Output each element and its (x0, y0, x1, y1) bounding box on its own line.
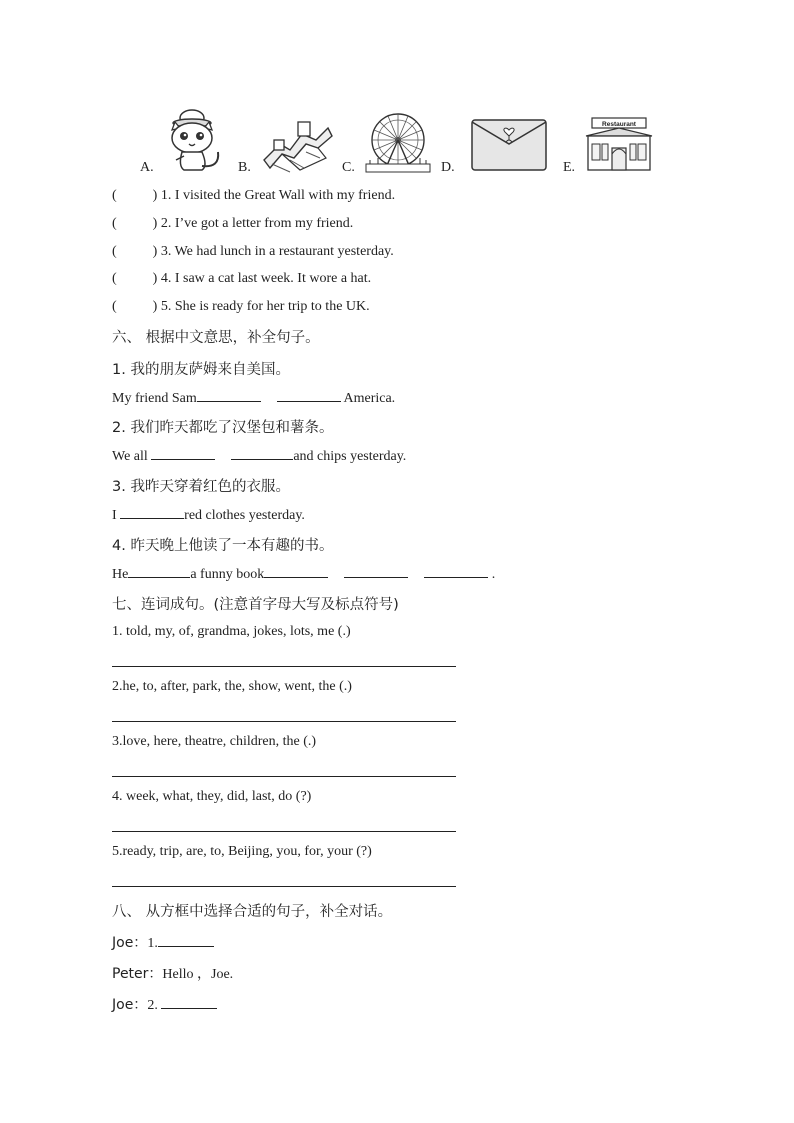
answer-paren-open: ( (112, 244, 117, 259)
blank-field[interactable] (120, 506, 184, 519)
matching-item (112, 216, 353, 232)
blank-field[interactable] (264, 565, 328, 578)
answer-paren-close: ) (152, 216, 158, 231)
matching-text: 1. I visited the Great Wall with my friend. (160, 188, 396, 203)
sentence-start: We all (112, 449, 152, 464)
dialogue-text: 1. (147, 936, 158, 951)
english-fill-line (112, 447, 406, 465)
blank-field[interactable] (277, 389, 341, 402)
answer-line[interactable] (112, 721, 456, 722)
blank-field[interactable] (197, 389, 261, 402)
word-list: 2.he, to, after, park, the, show, went, the (.) (112, 679, 352, 694)
answer-line[interactable] (112, 831, 456, 832)
dialogue-text: Hello ，Joe. (162, 967, 234, 982)
blank-field[interactable] (128, 565, 190, 578)
matching-item (112, 188, 395, 204)
english-fill-line (112, 506, 305, 524)
great-wall-icon (260, 114, 336, 174)
blank-field[interactable] (424, 565, 488, 578)
word-list: 4. week, what, they, did, last, do (?) (112, 789, 312, 804)
option-letter-b: B. (238, 160, 251, 175)
blank-field[interactable] (161, 996, 217, 1009)
sentence-end: . (488, 567, 496, 582)
dialogue-line (112, 963, 233, 983)
matching-item (112, 244, 394, 260)
matching-text: 2. I’ve got a letter from my friend. (160, 216, 354, 231)
chinese-prompt: 4. 昨天晚上他读了一本有趣的书。 (112, 538, 334, 554)
answer-line[interactable] (112, 666, 456, 667)
blank-field[interactable] (344, 565, 408, 578)
answer-paren-close: ) (152, 299, 158, 314)
matching-text: 5. She is ready for her trip to the UK. (160, 299, 370, 314)
blank-field[interactable] (231, 447, 293, 460)
dialogue-line (112, 932, 214, 952)
answer-paren-close: ) (152, 188, 158, 203)
sentence-end: America. (340, 391, 396, 406)
matching-item (112, 271, 371, 287)
word-list: 1. told, my, of, grandma, jokes, lots, me (.) (112, 624, 351, 639)
sentence-middle: a funny book (190, 567, 265, 582)
english-fill-line: He a funny book . (112, 567, 496, 582)
option-letter-a: A. (140, 160, 154, 175)
speaker-name: Peter： (112, 966, 163, 982)
matching-item (112, 299, 370, 315)
speaker-name: Joe： (112, 935, 148, 951)
restaurant-sign-text: Restaurant (602, 121, 636, 128)
sentence-end: and chips yesterday. (293, 449, 407, 464)
matching-text: 4. I saw a cat last week. It wore a hat. (160, 271, 372, 286)
envelope-icon (470, 118, 548, 172)
section-heading: 七、连词成句。(注意首字母大写及标点符号) (112, 597, 399, 613)
answer-line[interactable] (112, 886, 456, 887)
sentence-end: red clothes yesterday. (184, 508, 305, 523)
blank-field[interactable] (158, 934, 214, 947)
answer-paren-close: ) (152, 244, 158, 259)
speaker-name: Joe： (112, 997, 148, 1013)
sentence-start: I (112, 508, 121, 523)
answer-line[interactable] (112, 776, 456, 777)
section-heading: 六、 根据中文意思，补全句子。 (112, 330, 320, 346)
answer-paren-open: ( (112, 299, 117, 314)
word-list: 5.ready, trip, are, to, Beijing, you, for, your (?) (112, 844, 372, 859)
section-heading: 八、 从方框中选择合适的句子，补全对话。 (112, 904, 393, 920)
blank-field[interactable] (151, 447, 215, 460)
answer-paren-open: ( (112, 271, 117, 286)
word-list: 3.love, here, theatre, children, the (.) (112, 734, 317, 749)
sentence-start: My friend Sam (112, 391, 197, 406)
english-fill-line (112, 389, 395, 407)
chinese-prompt: 3. 我昨天穿着红色的衣服。 (112, 479, 290, 495)
option-letter-e: E. (563, 160, 576, 175)
restaurant-icon (584, 116, 654, 172)
ferris-wheel-icon (364, 112, 434, 176)
answer-paren-open: ( (112, 216, 117, 231)
option-letter-d: D. (441, 160, 455, 175)
matching-text: 3. We had lunch in a restaurant yesterday. (160, 244, 394, 259)
answer-paren-close: ) (152, 271, 158, 286)
dialogue-line (112, 994, 217, 1014)
chinese-prompt: 2. 我们昨天都吃了汉堡包和薯条。 (112, 420, 334, 436)
dialogue-text: 2. (147, 998, 162, 1013)
cat-with-hat-icon (162, 108, 228, 176)
option-letter-c: C. (342, 160, 355, 175)
answer-paren-open: ( (112, 188, 117, 203)
chinese-prompt: 1. 我的朋友萨姆来自美国。 (112, 362, 290, 378)
